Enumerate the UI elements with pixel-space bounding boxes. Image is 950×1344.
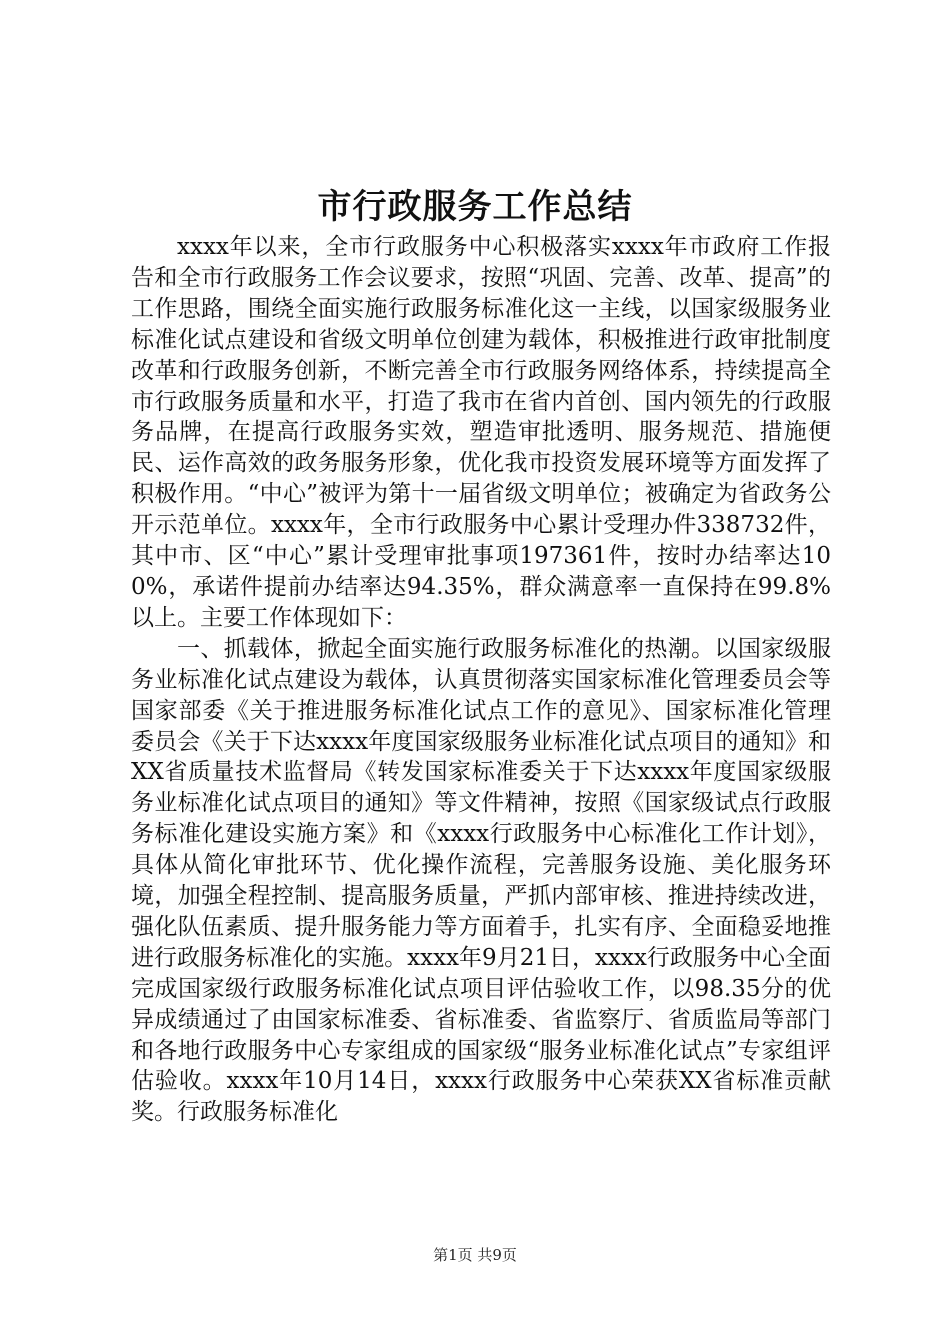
document-body	[131, 232, 831, 1128]
document-title: 市行政服务工作总结	[317, 187, 633, 227]
page-number-footer: 第1页 共9页	[433, 1246, 517, 1264]
paragraph-section-one: 一、抓载体，掀起全面实施行政服务标准化的热潮。以国家级服务业标准化试点建设为载体，认真贯彻落实国家标准化管理委员会等国家部委《关于推进服务标准化试点工作的意见》、国家标准化管理委员会《关于下达xxxx年度国家级服务业标准化试点项目的通知》和XX省质量技术监督局《转发国家标准委关于下达xxxx年度国家级服务业标准化试点项目的通知》等文件精神，按照《国家级试点行政服务标准化建设实施方案》和《xxxx行政服务中心标准化工作计划》，具体从简化审批环节、优化操作流程，完善服务设施、美化服务环境，加强全程控制、提高服务质量，严抓内部审核、推进持续改进，强化队伍素质、提升服务能力等方面着手，扎实有序、全面稳妥地推进行政服务标准化的实施。xxxx年9月21日，xxxx行政服务中心全面完成国家级行政服务标准化试点项目评估验收工作，以98.35分的优异成绩通过了由国家标准委、省标准委、省监察厅、省质监局等部门和各地行政服务中心专家组成的国家级“服务业标准化试点”专家组评估验收。xxxx年10月14日，xxxx行政服务中心荣获XX省标准贡献奖。行政服务标准化	[131, 635, 831, 1126]
paragraph-intro: xxxx年以来，全市行政服务中心积极落实xxxx年市政府工作报告和全市行政服务工作会议要求，按照“巩固、完善、改革、提高”的工作思路，围绕全面实施行政服务标准化这一主线，以国家级服务业标准化试点建设和省级文明单位创建为载体，积极推进行政审批制度改革和行政服务创新，不断完善全市行政服务网络体系，持续提高全市行政服务质量和水平，打造了我市在省内首创、国内领先的行政服务品牌，在提高行政服务实效，塑造审批透明、服务规范、措施便民、运作高效的政务服务形象，优化我市投资发展环境等方面发挥了积极作用。“中心”被评为第十一届省级文明单位；被确定为省政务公开示范单位。xxxx年，全市行政服务中心累计受理办件338732件，其中市、区“中心”累计受理审批事项197361件，按时办结率达100%，承诺件提前办结率达94.35%，群众满意率一直保持在99.8%以上。主要工作体现如下：	[131, 234, 831, 631]
